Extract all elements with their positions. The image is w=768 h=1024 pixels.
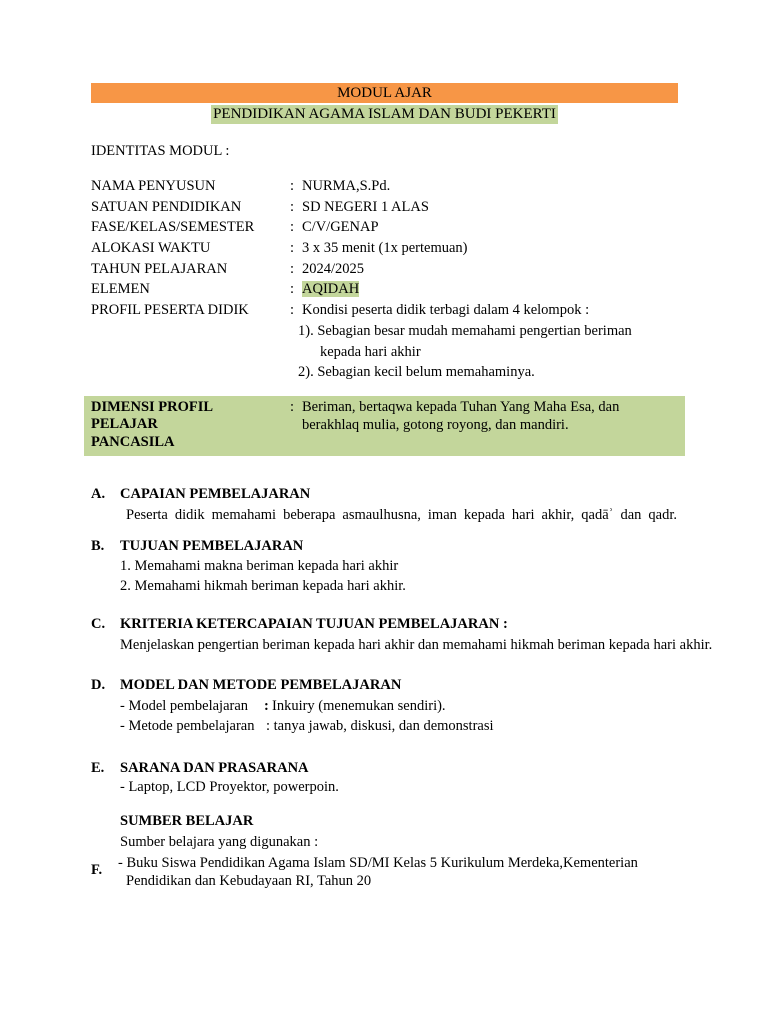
elemen-highlight: AQIDAH (302, 281, 360, 297)
section-f-line-2: Pendidikan dan Kebudayaan RI, Tahun 20 (126, 873, 372, 889)
row-value-profil: Kondisi peserta didik terbagi dalam 4 kelompok : (302, 302, 590, 318)
section-f-line-1: - Buku Siswa Pendidikan Agama Islam SD/MI Kelas 5 Kurikulum Merdeka,Kementerian (118, 855, 638, 871)
row-colon: : (290, 302, 295, 318)
section-f-intro: Sumber belajara yang digunakan : (120, 834, 319, 850)
row-value-satuan: SD NEGERI 1 ALAS (302, 199, 429, 215)
profil-item-2: 2). Sebagian kecil belum memahaminya. (298, 364, 535, 380)
dimensi-value-line2: berakhlaq mulia, gotong royong, dan mandiri. (302, 417, 569, 433)
row-colon: : (290, 281, 295, 297)
row-colon: : (290, 178, 295, 194)
row-label-satuan: SATUAN PENDIDIKAN (91, 199, 242, 215)
subtitle-wrap (91, 105, 678, 124)
dimensi-label-line2: PELAJAR (91, 416, 158, 432)
section-c-title: KRITERIA KETERCAPAIAN TUJUAN PEMBELAJARAN : (120, 616, 508, 632)
section-d-metode-value: : tanya jawab, diskusi, dan demonstrasi (266, 718, 494, 734)
section-d-model-label: - Model pembelajaran (120, 698, 249, 714)
section-c-text: Menjelaskan pengertian beriman kepada hari akhir dan memahami hikmah beriman kepada hari akhir. (120, 637, 713, 653)
dimensi-colon: : (290, 399, 295, 415)
row-colon: : (290, 261, 295, 277)
section-d-model-colon: : (264, 698, 269, 714)
row-value-tahun: 2024/2025 (302, 261, 365, 277)
row-colon: : (290, 240, 295, 256)
row-value-elemen (302, 280, 359, 298)
identitas-heading: IDENTITAS MODUL : (91, 143, 230, 159)
dimensi-label-line3: PANCASILA (91, 434, 175, 450)
section-e-letter: E. (91, 760, 105, 776)
row-value-fase: C/V/GENAP (302, 219, 379, 235)
row-value-penyusun: NURMA,S.Pd. (302, 178, 391, 194)
section-b-item-2: 2. Memahami hikmah beriman kepada hari akhir. (120, 578, 406, 594)
section-c-letter: C. (91, 616, 106, 632)
section-a-title: CAPAIAN PEMBELAJARAN (120, 486, 311, 502)
section-b-item-1: 1. Memahami makna beriman kepada hari akhir (120, 558, 399, 574)
document-title: MODUL AJAR (337, 85, 432, 101)
document-subtitle: PENDIDIKAN AGAMA ISLAM DAN BUDI PEKERTI (213, 106, 556, 122)
profil-item-1-cont: kepada hari akhir (320, 344, 421, 360)
row-colon: : (290, 199, 295, 215)
section-f-letter: F. (91, 862, 103, 878)
dimensi-value-line1: Beriman, bertaqwa kepada Tuhan Yang Maha Esa, dan (302, 399, 620, 415)
section-a-text: Peserta didik memahami beberapa asmaulhusna, iman kepada hari akhir, qadāʾ dan qadr. (126, 507, 677, 523)
row-label-elemen: ELEMEN (91, 281, 150, 297)
section-e-text: - Laptop, LCD Proyektor, powerpoin. (120, 779, 339, 795)
section-b-title: TUJUAN PEMBELAJARAN (120, 538, 304, 554)
section-d-metode-label: - Metode pembelajaran (120, 718, 255, 734)
row-colon: : (290, 219, 295, 235)
row-value-alokasi: 3 x 35 menit (1x pertemuan) (302, 240, 468, 256)
row-label-penyusun: NAMA PENYUSUN (91, 178, 216, 194)
section-e-title: SARANA DAN PRASARANA (120, 760, 309, 776)
section-f-title: SUMBER BELAJAR (120, 813, 254, 829)
section-d-model-value: Inkuiry (menemukan sendiri). (272, 698, 446, 714)
row-label-fase: FASE/KELAS/SEMESTER (91, 219, 255, 235)
section-b-letter: B. (91, 538, 105, 554)
section-d-letter: D. (91, 677, 106, 693)
row-label-tahun: TAHUN PELAJARAN (91, 261, 228, 277)
profil-item-1: 1). Sebagian besar mudah memahami pengertian beriman (298, 323, 632, 339)
section-a-letter: A. (91, 486, 106, 502)
row-label-profil: PROFIL PESERTA DIDIK (91, 302, 249, 318)
section-d-title: MODEL DAN METODE PEMBELAJARAN (120, 677, 402, 693)
row-label-alokasi: ALOKASI WAKTU (91, 240, 211, 256)
dimensi-label-line1: DIMENSI PROFIL (91, 399, 214, 415)
